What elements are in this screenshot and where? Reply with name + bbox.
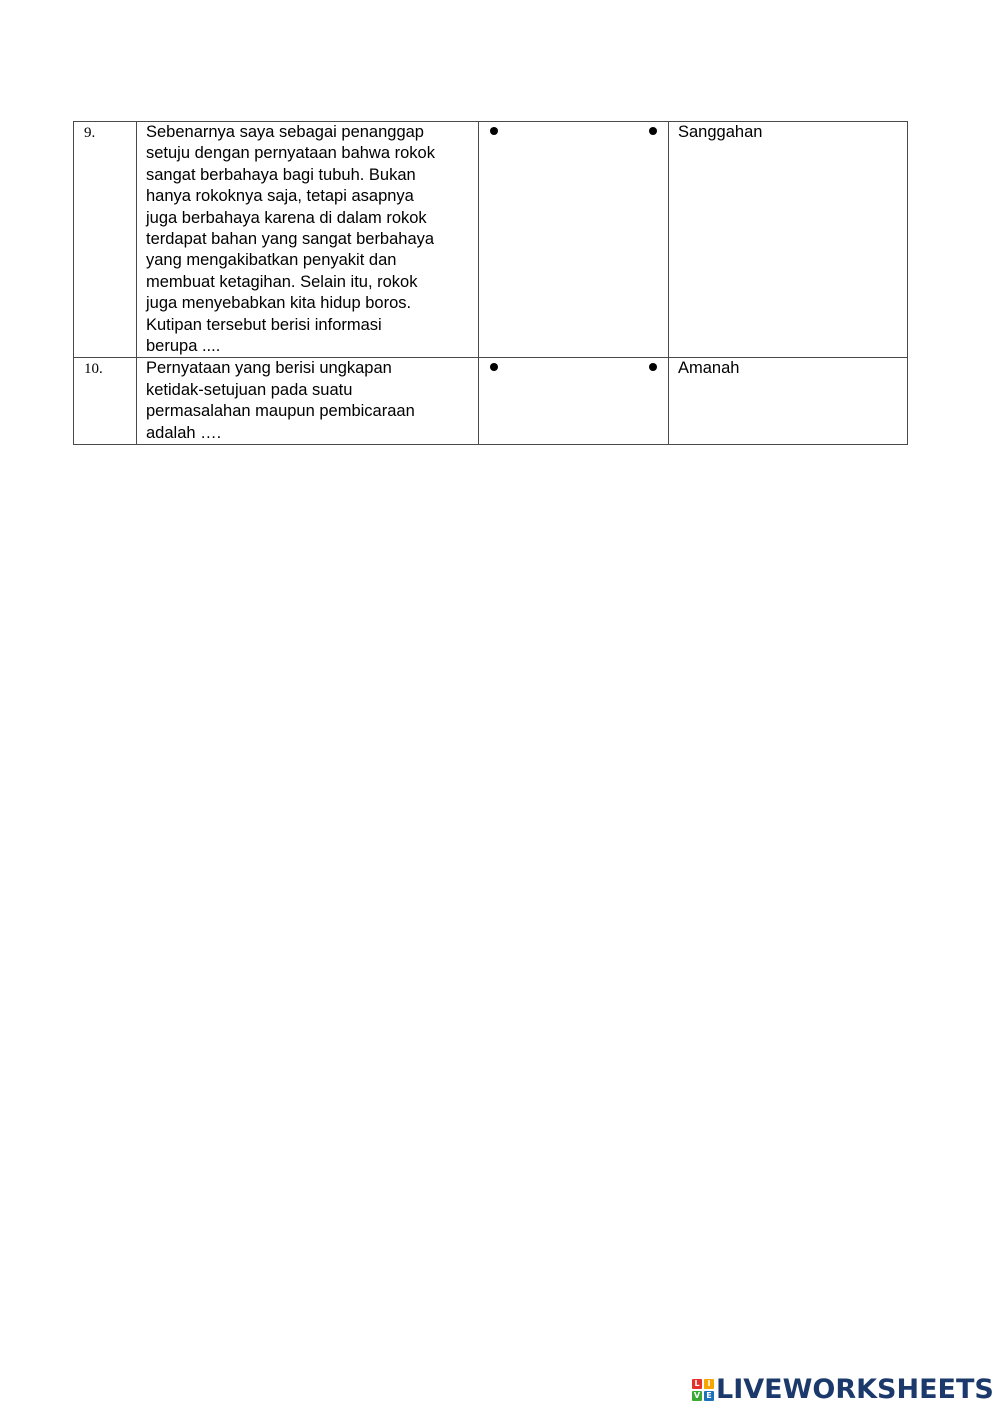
question-line: berupa .... [146,337,221,356]
logo-tile: E [704,1391,714,1401]
question-line: adalah …. [146,423,222,442]
question-cell [137,122,479,358]
logo-tile: V [693,1391,701,1400]
question-line: yang mengakibatkan penyakit dan [146,251,397,270]
answer-option: Sanggahan [678,123,763,141]
question-line: juga menyebabkan kita hidup boros. [146,294,412,313]
question-line: sangat berbahaya bagi tubuh. Bukan [146,165,416,184]
question-line: terdapat bahan yang sangat berbahaya [146,230,435,249]
question-line: Pernyataan yang berisi ungkapan [146,359,392,378]
liveworksheets-logo [692,1375,994,1405]
liveworksheets-logo-icon [692,1379,714,1401]
question-line: hanya rokoknya saja, tetapi asapnya [146,187,414,206]
table-row [74,358,908,445]
match-dot-left[interactable] [490,127,498,135]
answer-cell [669,358,908,445]
answer-option: Amanah [678,359,740,378]
match-dots-cell [479,122,669,358]
question-line: Sebenarnya saya sebagai penanggap [146,123,424,141]
row-number: 9. [84,125,96,141]
logo-tile: I [704,1379,714,1389]
question-text [137,122,478,357]
question-cell [137,358,479,445]
match-dot-left[interactable] [490,363,498,371]
question-line: permasalahan maupun pembicaraan [146,402,415,421]
matching-table [73,121,908,445]
table-row [74,122,908,358]
match-dot-right[interactable] [649,363,657,371]
row-number-cell [74,122,137,358]
question-line: juga berbahaya karena di dalam rokok [146,208,427,227]
logo-text: LIVEWORKSHEETS [716,1374,994,1405]
match-dots-cell [479,358,669,445]
row-number-cell [74,358,137,445]
question-line: membuat ketagihan. Selain itu, rokok [146,272,418,291]
row-number: 10. [84,361,103,378]
question-line: Kutipan tersebut berisi informasi [146,315,382,334]
question-line: setuju dengan pernyataan bahwa rokok [146,144,435,163]
question-line: ketidak-setujuan pada suatu [146,380,353,399]
logo-tile: L [692,1379,702,1389]
question-text [137,358,478,444]
match-dot-right[interactable] [649,127,657,135]
answer-cell [669,122,908,358]
